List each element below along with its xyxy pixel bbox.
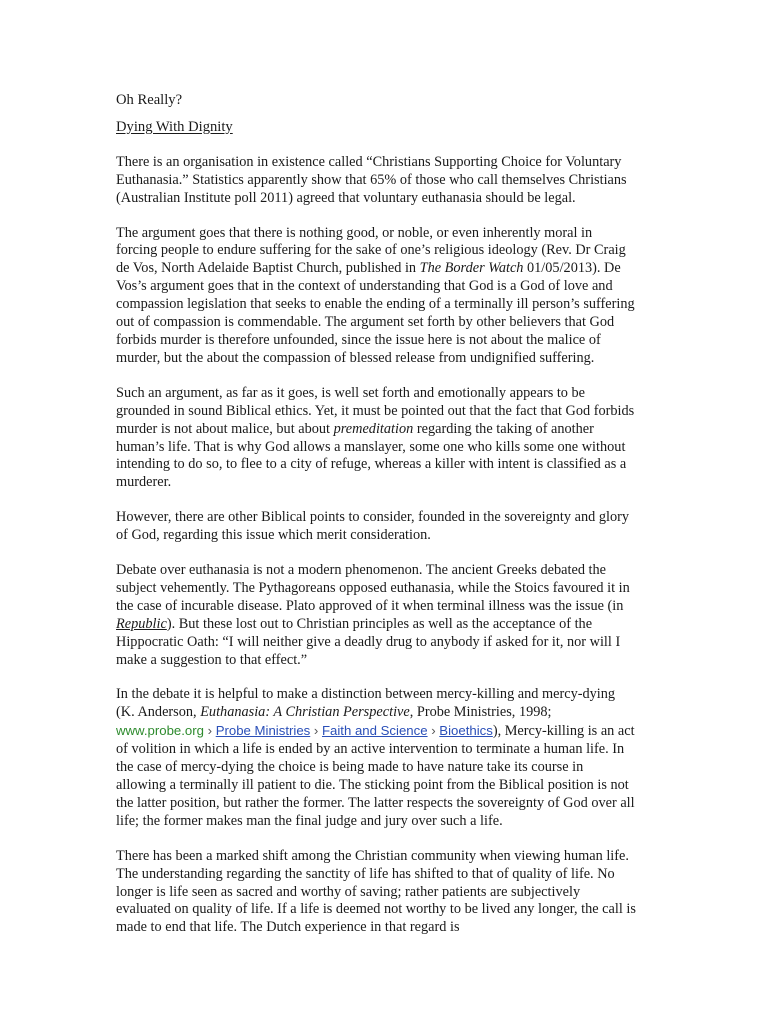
emphasis-premeditation: premeditation xyxy=(333,420,414,437)
document-title: Dying With Dignity xyxy=(116,118,233,135)
paragraph-2-text-a: The argument goes that there is nothing good, or noble, or even inherently moral in forcing people to endure suffering for the sake of one’s religious ideology (Rev. Dr Craig de Vos, North Adelaide Baptist Church, published in xyxy=(116,224,626,277)
paragraph-3-text-a: Such an argument, as far as it goes, is well set forth and emotionally appears to be grounded in sound Biblical ethics. Yet, it must be pointed out that the fact that God forbids murder is not about malice, but about xyxy=(116,384,635,437)
breadcrumb-link-probe-ministries[interactable]: Probe Ministries xyxy=(215,723,311,739)
probe-site-link[interactable]: www.probe.org xyxy=(116,723,204,739)
source-title-border-watch: The Border Watch xyxy=(419,260,524,277)
breadcrumb-separator: › xyxy=(203,723,216,739)
paragraph-6 xyxy=(116,686,636,830)
paragraph-1: There is an organisation in existence called “Christians Supporting Choice for Voluntary Euthanasia.” Statistics apparently show that 65% of those who call themselves Christians (Australian Institute poll 2011) agreed that voluntary euthanasia should be legal. xyxy=(116,153,627,206)
paragraph-7: There has been a marked shift among the Christian community when viewing human life. The understanding regarding the sanctity of life has shifted to that of quality of life. No longer is life seen as sacred and worthy of saving; rather patients are subjectively evaluated on quality of life. If a life is deemed not worthy to be lived any longer, the call is made to end that life. The Dutch experience in that regard is xyxy=(116,847,636,936)
paragraph-5-text-a: Debate over euthanasia is not a modern phenomenon. The ancient Greeks debated the subject vehemently. The Pythagoreans opposed euthanasia, while the Stoics favoured it in the case of incurable disease. Plato approved of it when terminal illness was the issue (in xyxy=(116,562,630,614)
book-title-euthanasia: Euthanasia: A Christian Perspective xyxy=(200,704,410,721)
paragraph-2 xyxy=(116,225,636,368)
paragraph-5 xyxy=(116,562,636,669)
breadcrumb-separator: › xyxy=(310,723,322,739)
breadcrumb-link-faith-and-science[interactable]: Faith and Science xyxy=(321,723,428,739)
document-page xyxy=(116,92,636,954)
paragraph-5-text-b: ). But these lost out to Christian principles as well as the acceptance of the Hippocratic Oath: “I will neither give a deadly drug to anybody if asked for it, nor will I make a suggestion to that effect.” xyxy=(116,615,621,668)
paragraph-3-text-b: regarding the taking of another human’s life. That is why God allows a manslayer, some one who kills some one without intending to do so, to flee to a city of refuge, whereas a killer with intent is classified as a murderer. xyxy=(116,420,627,491)
document-label: Oh Really? xyxy=(116,92,183,108)
paragraph-6-text-a: In the debate it is helpful to make a distinction between mercy-killing and mercy-dying (K. Anderson, xyxy=(116,686,616,721)
breadcrumb-link-bioethics[interactable]: Bioethics xyxy=(439,723,493,739)
paragraph-6-text-c: ), Mercy-killing is an act of volition in which a life is ended by an active intervention to terminate a human life. In the case of mercy-dying the choice is being made to have nature take its course in allowing a terminally ill patient to die. The sticking point from the Biblical position is not the latter position, but rather the former. The latter respects the sovereignty of God over all life; the former makes man the final judge and jury over such a life. xyxy=(116,723,635,829)
paragraph-4: However, there are other Biblical points to consider, founded in the sovereignty and glory of God, regarding this issue which merit consideration. xyxy=(116,509,629,544)
breadcrumb-separator: › xyxy=(427,723,440,739)
paragraph-3 xyxy=(116,385,636,492)
paragraph-6-text-b: , Probe Ministries, 1998; xyxy=(409,704,552,721)
paragraph-2-text-b: 01/05/2013). De Vos’s argument goes that in the context of understanding that God is a God of love and compassion legislation that seeks to enable the ending of a terminally ill person’s suffering out of compassion is commendable. The argument set forth by other believers that God forbids murder is therefore unfounded, since the issue here is not about the malice of murder, but the about the compassion of blessed release from undignified suffering. xyxy=(116,260,635,366)
reference-republic: Republic xyxy=(116,615,167,632)
